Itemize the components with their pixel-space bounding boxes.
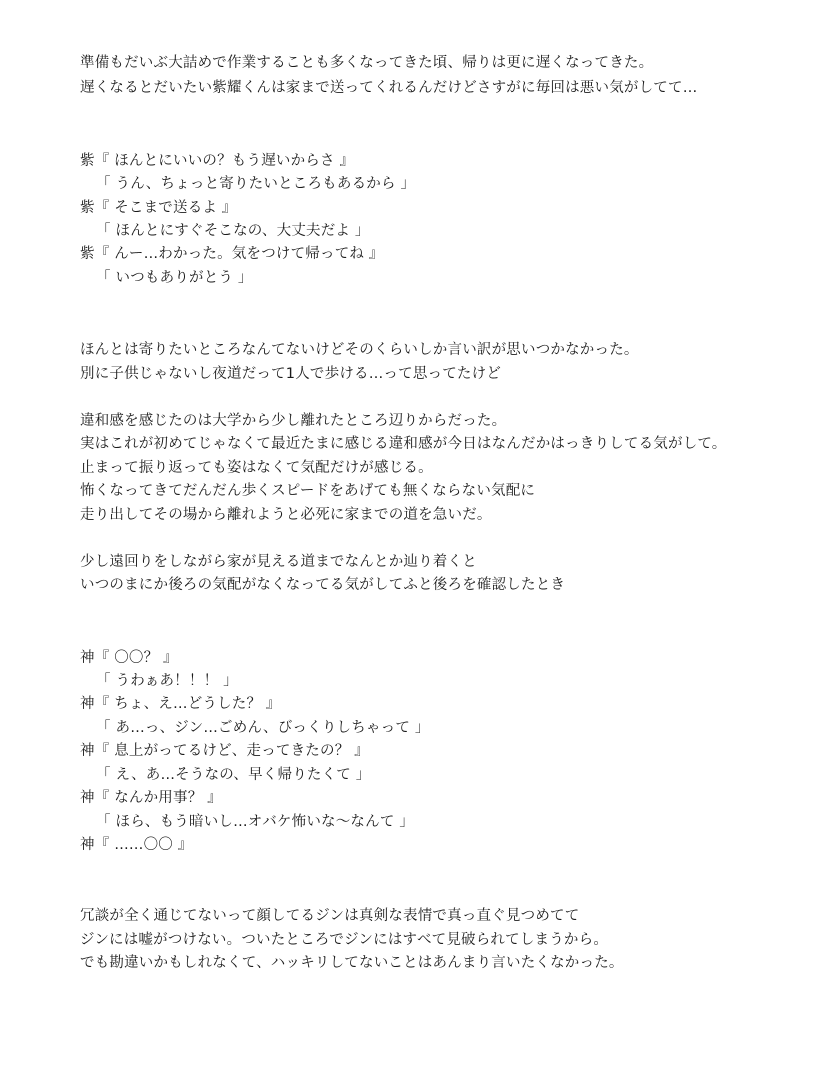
narration-line: ほんとは寄りたいところなんてないけどそのくらいしか言い訳が思いつかなかった。 [80,342,639,358]
dialogue-line-jin: 神『 息上がってるけど、走ってきたの？ 』 [80,743,369,759]
dialogue-line-sho: 紫『 そこまで送るよ 』 [80,200,237,216]
dialogue-line-narrator: 「 え、あ…そうなの、早く帰りたくて 」 [96,767,371,783]
dialogue-line-narrator: 「 いつもありがとう 」 [96,270,253,286]
dialogue-line-sho: 紫『 んー…わかった。気をつけて帰ってね 』 [80,246,384,262]
dialogue-line-narrator: 「 うん、ちょっと寄りたいところもあるから 」 [96,176,416,192]
dialogue-line-jin: 神『 ちょ、え…どうした？ 』 [80,696,281,712]
narration-line: 別に子供じゃないし夜道だって1人で歩ける…って思ってたけど [80,366,502,382]
narration-line: 怖くなってきてだんだん歩くスピードをあげても無くならない気配に [80,483,536,499]
narration-line: 走り出してその場から離れようと必死に家までの道を急いだ。 [80,507,492,523]
narration-line: 少し遠回りをしながら家が見える道までなんとか辿り着くと [80,554,477,570]
dialogue-line-narrator: 「 ほんとにすぐそこなの、大丈夫だよ 」 [96,223,370,239]
narration-line: 準備もだいぶ大詰めで作業することも多くなってきた頃、帰りは更に遅くなってきた。 [80,55,654,71]
dialogue-line-jin: 神『 〇〇？ 』 [80,650,178,666]
dialogue-line-jin: 神『 ……〇〇 』 [80,837,193,853]
dialogue-line-sho: 紫『 ほんとにいいの？もう遅いからさ 』 [80,153,355,169]
dialogue-line-narrator: 「 うわぁあ！！！ 」 [96,673,238,689]
narration-line: いつのまにか後ろの気配がなくなってる気がしてふと後ろを確認したとき [80,577,566,593]
narration-line: 違和感を感じたのは大学から少し離れたところ辺りからだった。 [80,413,507,429]
narration-line: 冗談が全く通じてないって顔してるジンは真剣な表情で真っ直ぐ見つめてて [80,908,580,924]
narration-line: 実はこれが初めてじゃなくて最近たまに感じる違和感が今日はなんだかはっきりしてる気がして。 [80,436,727,452]
dialogue-line-jin: 神『 なんか用事？ 』 [80,790,222,806]
narration-line: でも勘違いかもしれなくて、ハッキリしてないことはあんまり言いたくなかった。 [80,955,624,971]
narration-line: ジンには嘘がつけない。ついたところでジンにはすべて見破られてしまうから。 [80,932,609,948]
narration-line: 遅くなるとだいたい紫耀くんは家まで送ってくれるんだけどさすがに毎回は悪い気がしてて… [80,80,698,96]
dialogue-line-narrator: 「 あ…っ、ジン…ごめん、びっくりしちゃって 」 [96,720,430,736]
dialogue-line-narrator: 「 ほら、もう暗いし…オバケ怖いな〜なんて 」 [96,814,415,830]
narration-line: 止まって振り返っても姿はなくて気配だけが感じる。 [80,460,433,476]
